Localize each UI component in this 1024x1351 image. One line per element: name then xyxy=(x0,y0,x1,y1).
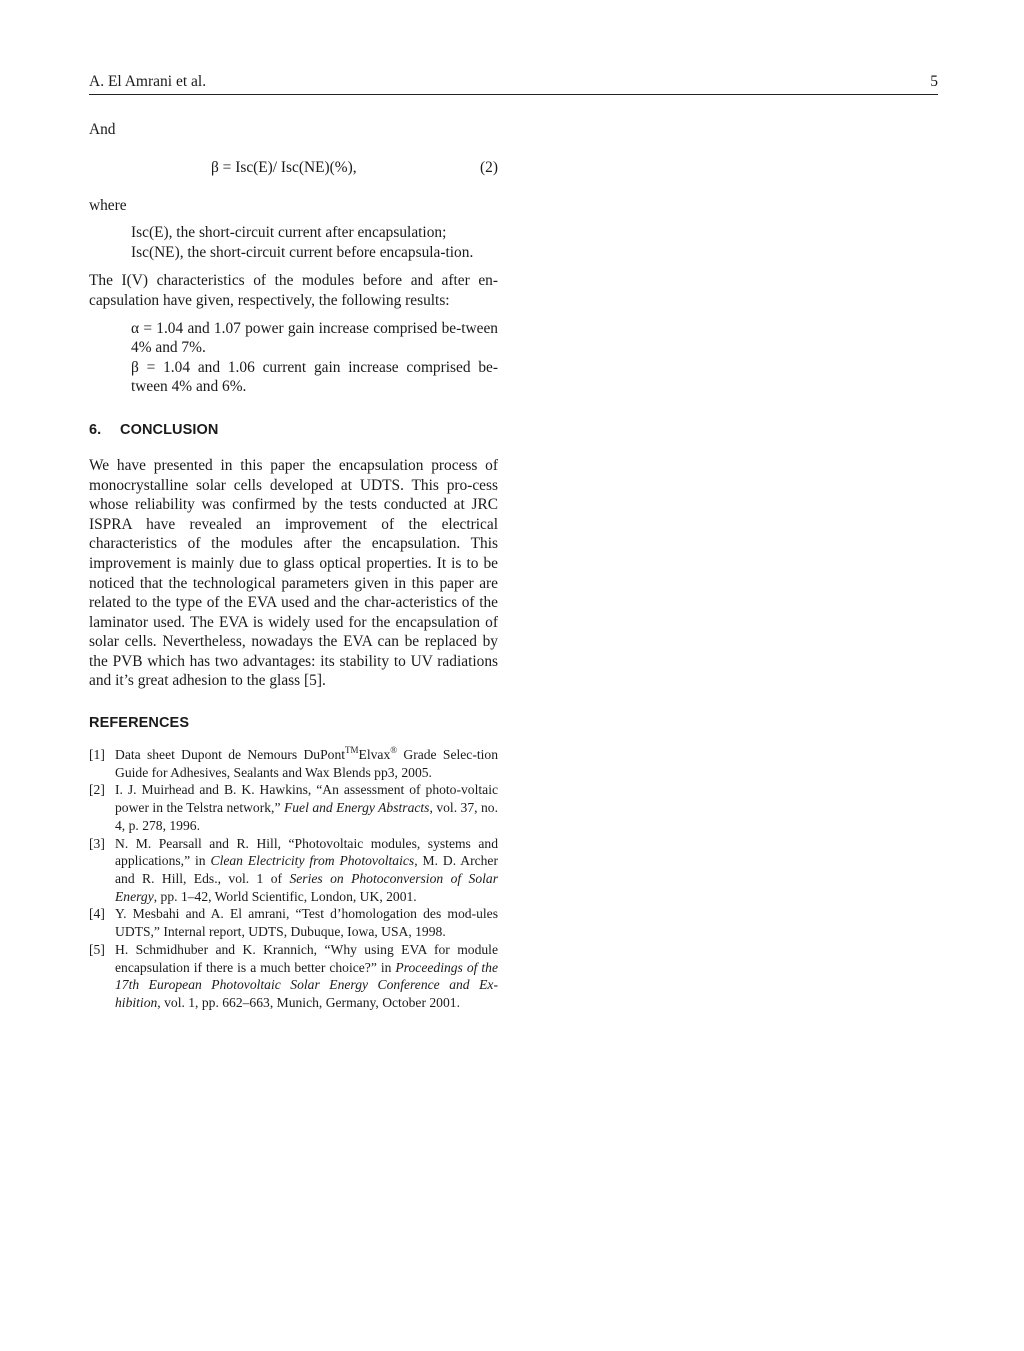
reference-text: , vol. 37, no. 4, p. 278, 1996. xyxy=(115,800,498,833)
section-title: CONCLUSION xyxy=(120,421,219,438)
definitions-list xyxy=(131,223,498,262)
text-column xyxy=(89,120,498,1012)
reference-book: Clean Electricity from Photovoltaics xyxy=(210,853,415,869)
reference-series: Series on Photoconversion of Solar Energy xyxy=(115,870,498,904)
reference-text: , vol. 1, pp. 662–663, Munich, Germany, October 2001. xyxy=(157,994,460,1010)
reference-text: H. Schmidhuber and K. Krannich, “Why using EVA for module encapsulation if there is a much better choice?” in xyxy=(115,941,498,975)
reference-text: Grade Selec-tion Guide for Adhesives, Sealants and Wax Blends pp3, 2005. xyxy=(115,747,498,780)
header-author: A. El Amrani et al. xyxy=(89,73,207,90)
registered-symbol: ® xyxy=(390,745,398,756)
section-heading-conclusion xyxy=(89,421,498,439)
equation-text: β = Isc(E)/ Isc(NE)(%), xyxy=(211,158,357,176)
reference-item xyxy=(89,781,498,834)
reference-text: I. J. Muirhead and B. K. Hawkins, “An assessment of photo-voltaic power in the Telstra network,” xyxy=(115,782,498,816)
reference-number: [3] xyxy=(89,835,105,851)
reference-journal: Fuel and Energy Abstracts xyxy=(283,800,430,816)
equation-2 xyxy=(89,158,498,178)
page-number: 5 xyxy=(930,73,938,90)
reference-text: , pp. 1–42, World Scientific, London, UK, 2001. xyxy=(153,888,417,904)
section-heading-references: REFERENCES xyxy=(89,715,190,732)
equation-number: (2) xyxy=(480,158,498,176)
results-intro: The I(V) characteristics of the modules before and after en-capsulation have given, respectively, the following results: xyxy=(89,272,498,309)
results-list xyxy=(131,319,498,397)
definition-item: Isc(E), the short-circuit current after encapsulation; xyxy=(131,224,447,242)
trademark-symbol: TM xyxy=(345,745,359,756)
reference-number: [5] xyxy=(89,941,105,957)
reference-text: N. M. Pearsall and R. Hill, “Photovoltaic modules, systems and applications,” in xyxy=(115,835,498,869)
reference-proceedings: Proceedings of the 17th European Photovoltaic Solar Energy Conference and Ex-hibition xyxy=(115,959,498,1010)
reference-item xyxy=(89,835,498,906)
and-text: And xyxy=(89,121,116,138)
reference-item xyxy=(89,941,498,1012)
section-number: 6. xyxy=(89,421,102,438)
references-list xyxy=(89,746,498,1012)
reference-number: [2] xyxy=(89,782,105,798)
result-item: α = 1.04 and 1.07 power gain increase comprised be-tween 4% and 7%. xyxy=(131,319,498,357)
reference-number: [4] xyxy=(89,906,105,922)
reference-item xyxy=(89,905,498,940)
conclusion-paragraph: We have presented in this paper the encapsulation process of monocrystalline solar cells developed at UDTS. This pro-cess whose reliability was confirmed by the tests conducted at JRC ISPRA have revealed an improvement of the electrical characteristics of the modules after the encapsulation. This improvement is mainly due to glass optical properties. It is to be noticed that the technological parameters given in this paper are related to the type of the EVA used and the char-acteristics of the laminator used. The EVA is widely used for the encapsulation of solar cells. Nevertheless, nowadays the EVA can be replaced by the PVB which has two advantages: its stability to UV radiations and it’s great adhesion to the glass [5]. xyxy=(89,456,498,690)
reference-number: [1] xyxy=(89,747,105,763)
where-text: where xyxy=(89,196,127,214)
reference-text: Data sheet Dupont de Nemours DuPont xyxy=(115,747,346,763)
reference-text: , M. D. Archer and R. Hill, Eds., vol. 1 of xyxy=(115,853,498,886)
definition-item: Isc(NE), the short-circuit current before encapsula-tion. xyxy=(131,243,474,261)
reference-text: Elvax xyxy=(358,747,391,763)
result-item: β = 1.04 and 1.06 current gain increase comprised be-tween 4% and 6%. xyxy=(131,358,498,396)
reference-item xyxy=(89,746,498,781)
running-header xyxy=(89,72,938,95)
reference-text: Y. Mesbahi and A. El amrani, “Test d’homologation des mod-ules UDTS,” Internal report, UDTS, Dubuque, Iowa, USA, 1998. xyxy=(115,906,498,940)
